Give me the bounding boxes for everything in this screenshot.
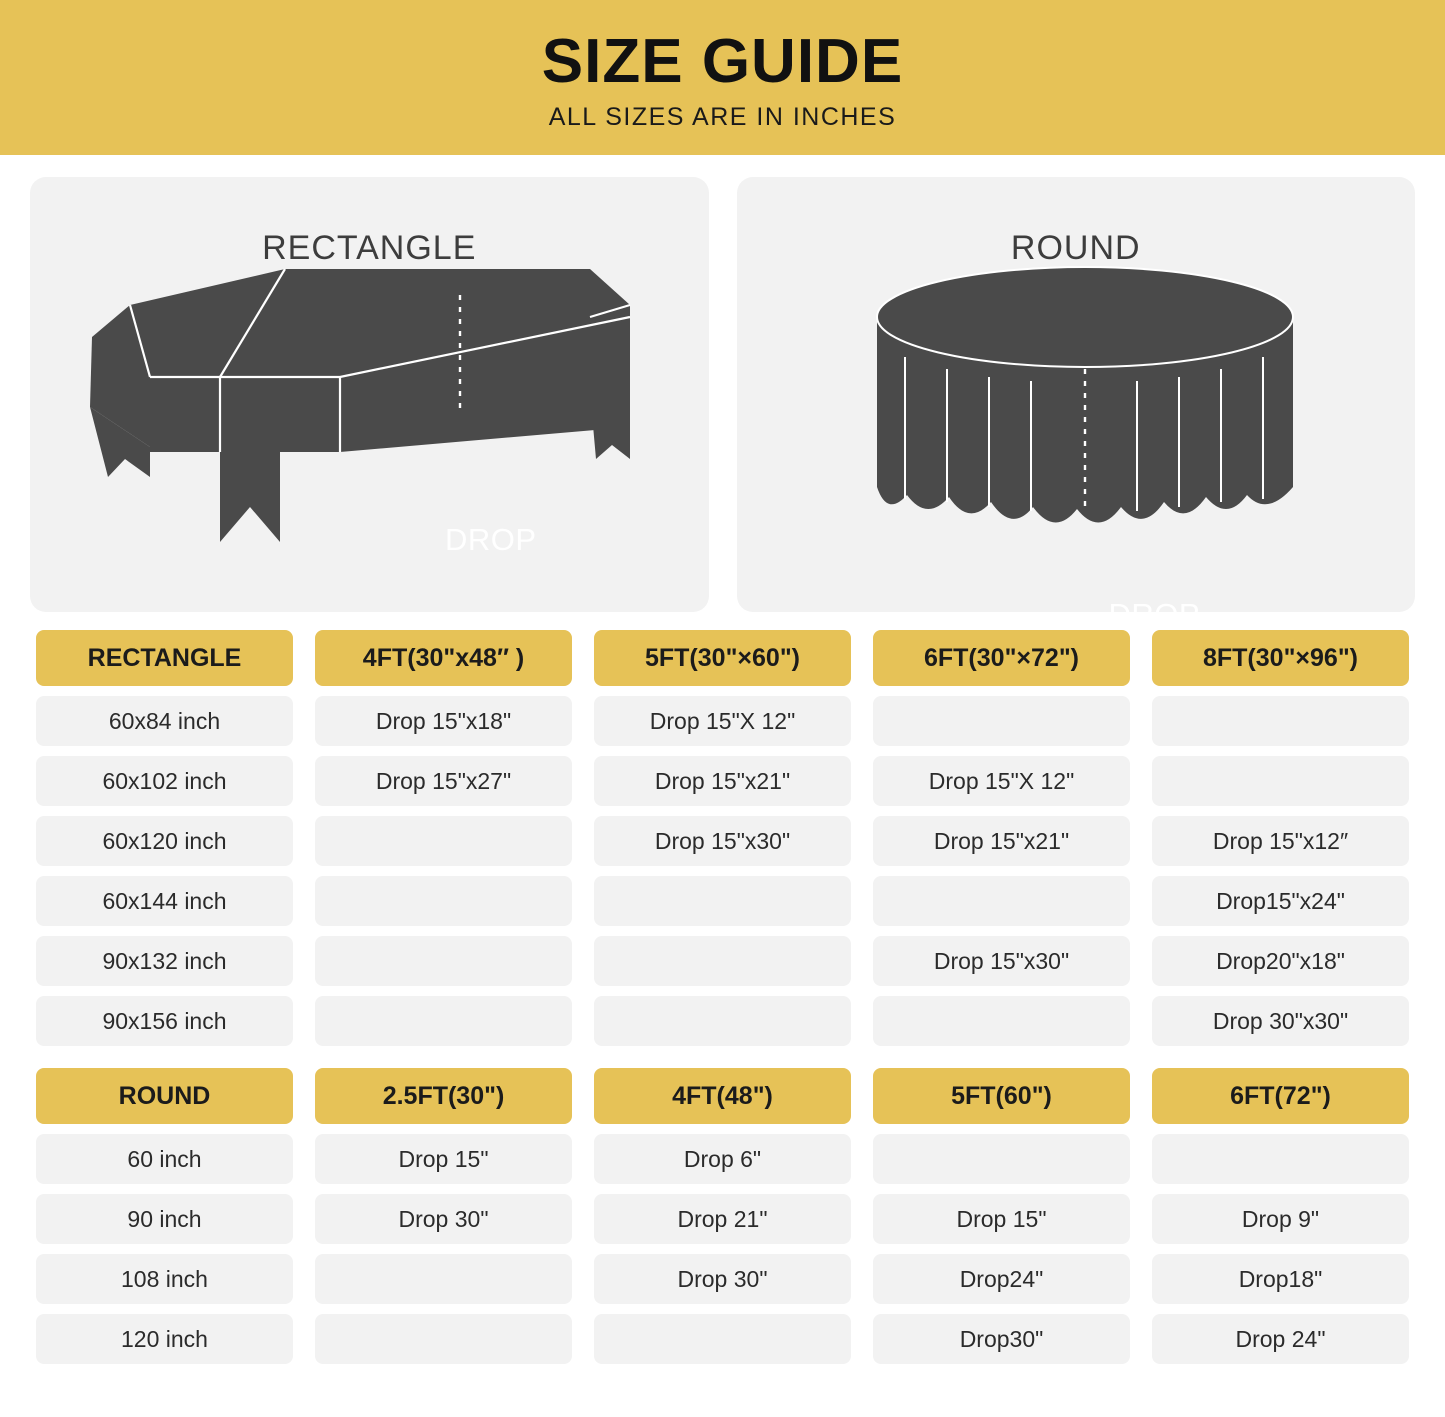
table-cell: Drop 15"x18" [315, 696, 572, 746]
table-header: 6FT(30"×72") [873, 630, 1130, 686]
table-header: RECTANGLE [36, 630, 293, 686]
table-cell: Drop18" [1152, 1254, 1409, 1304]
table-cell: 60x144 inch [36, 876, 293, 926]
table-cell: Drop20"x18" [1152, 936, 1409, 986]
table-cell: Drop 15"x27" [315, 756, 572, 806]
table-cell: Drop 15"X 12" [594, 696, 851, 746]
rectangle-drop-label: DROP [445, 522, 537, 557]
table-cell: 60x120 inch [36, 816, 293, 866]
table-cell [873, 1134, 1130, 1184]
table-cell [315, 1314, 572, 1364]
table-cell: 60x84 inch [36, 696, 293, 746]
rectangle-illustration-card [30, 177, 709, 612]
table-cell [315, 1254, 572, 1304]
table-cell: Drop 6" [594, 1134, 851, 1184]
table-header: ROUND [36, 1068, 293, 1124]
rectangle-card-title: RECTANGLE [262, 229, 477, 267]
size-tables [0, 612, 1445, 1364]
round-illustration-card [737, 177, 1416, 632]
table-cell: 108 inch [36, 1254, 293, 1304]
table-cell: 90 inch [36, 1194, 293, 1244]
table-cell: 90x156 inch [36, 996, 293, 1046]
table-cell [1152, 1134, 1409, 1184]
table-cell: Drop 21" [594, 1194, 851, 1244]
table-cell: 120 inch [36, 1314, 293, 1364]
rectangle-tablecloth-icon [30, 177, 710, 612]
table-cell: Drop 24" [1152, 1314, 1409, 1364]
table-cell [873, 876, 1130, 926]
page-title: SIZE GUIDE [541, 27, 904, 97]
table-cell: Drop30" [873, 1314, 1130, 1364]
table-cell: Drop 30" [315, 1194, 572, 1244]
table-header: 4FT(30"x48″ ) [315, 630, 572, 686]
table-cell: Drop 15"x12″ [1152, 816, 1409, 866]
table-cell [315, 936, 572, 986]
round-drop-label: DROP [1108, 597, 1201, 632]
table-cell: 90x132 inch [36, 936, 293, 986]
table-cell [873, 696, 1130, 746]
table-cell: Drop 30"x30" [1152, 996, 1409, 1046]
round-table [36, 1068, 1409, 1364]
table-divider [36, 1046, 1409, 1068]
table-header: 6FT(72") [1152, 1068, 1409, 1124]
table-cell: Drop24" [873, 1254, 1130, 1304]
table-cell: Drop 15"x21" [594, 756, 851, 806]
table-cell: Drop 15" [315, 1134, 572, 1184]
table-cell: Drop 15"x30" [873, 936, 1130, 986]
page-header [0, 0, 1445, 155]
table-cell [594, 1314, 851, 1364]
table-cell [594, 996, 851, 1046]
table-cell: 60 inch [36, 1134, 293, 1184]
table-cell: Drop 15"x21" [873, 816, 1130, 866]
table-cell [1152, 696, 1409, 746]
table-cell [873, 996, 1130, 1046]
table-cell [594, 876, 851, 926]
table-cell [1152, 756, 1409, 806]
illustration-cards [0, 155, 1445, 632]
table-header: 5FT(60") [873, 1068, 1130, 1124]
round-tablecloth-icon [737, 177, 1417, 612]
table-cell: Drop 9" [1152, 1194, 1409, 1244]
table-cell: Drop 15"x30" [594, 816, 851, 866]
page-subtitle: ALL SIZES ARE IN INCHES [548, 102, 897, 131]
table-cell [315, 816, 572, 866]
table-header: 8FT(30"×96") [1152, 630, 1409, 686]
table-header: 2.5FT(30") [315, 1068, 572, 1124]
table-header: 4FT(48") [594, 1068, 851, 1124]
table-cell: Drop 15" [873, 1194, 1130, 1244]
round-card-title: ROUND [1010, 229, 1141, 267]
table-cell [315, 876, 572, 926]
table-cell [594, 936, 851, 986]
table-cell: 60x102 inch [36, 756, 293, 806]
table-cell: Drop15"x24" [1152, 876, 1409, 926]
rectangle-table [36, 630, 1409, 1046]
table-cell: Drop 30" [594, 1254, 851, 1304]
table-cell [315, 996, 572, 1046]
table-header: 5FT(30"×60") [594, 630, 851, 686]
table-cell: Drop 15"X 12" [873, 756, 1130, 806]
